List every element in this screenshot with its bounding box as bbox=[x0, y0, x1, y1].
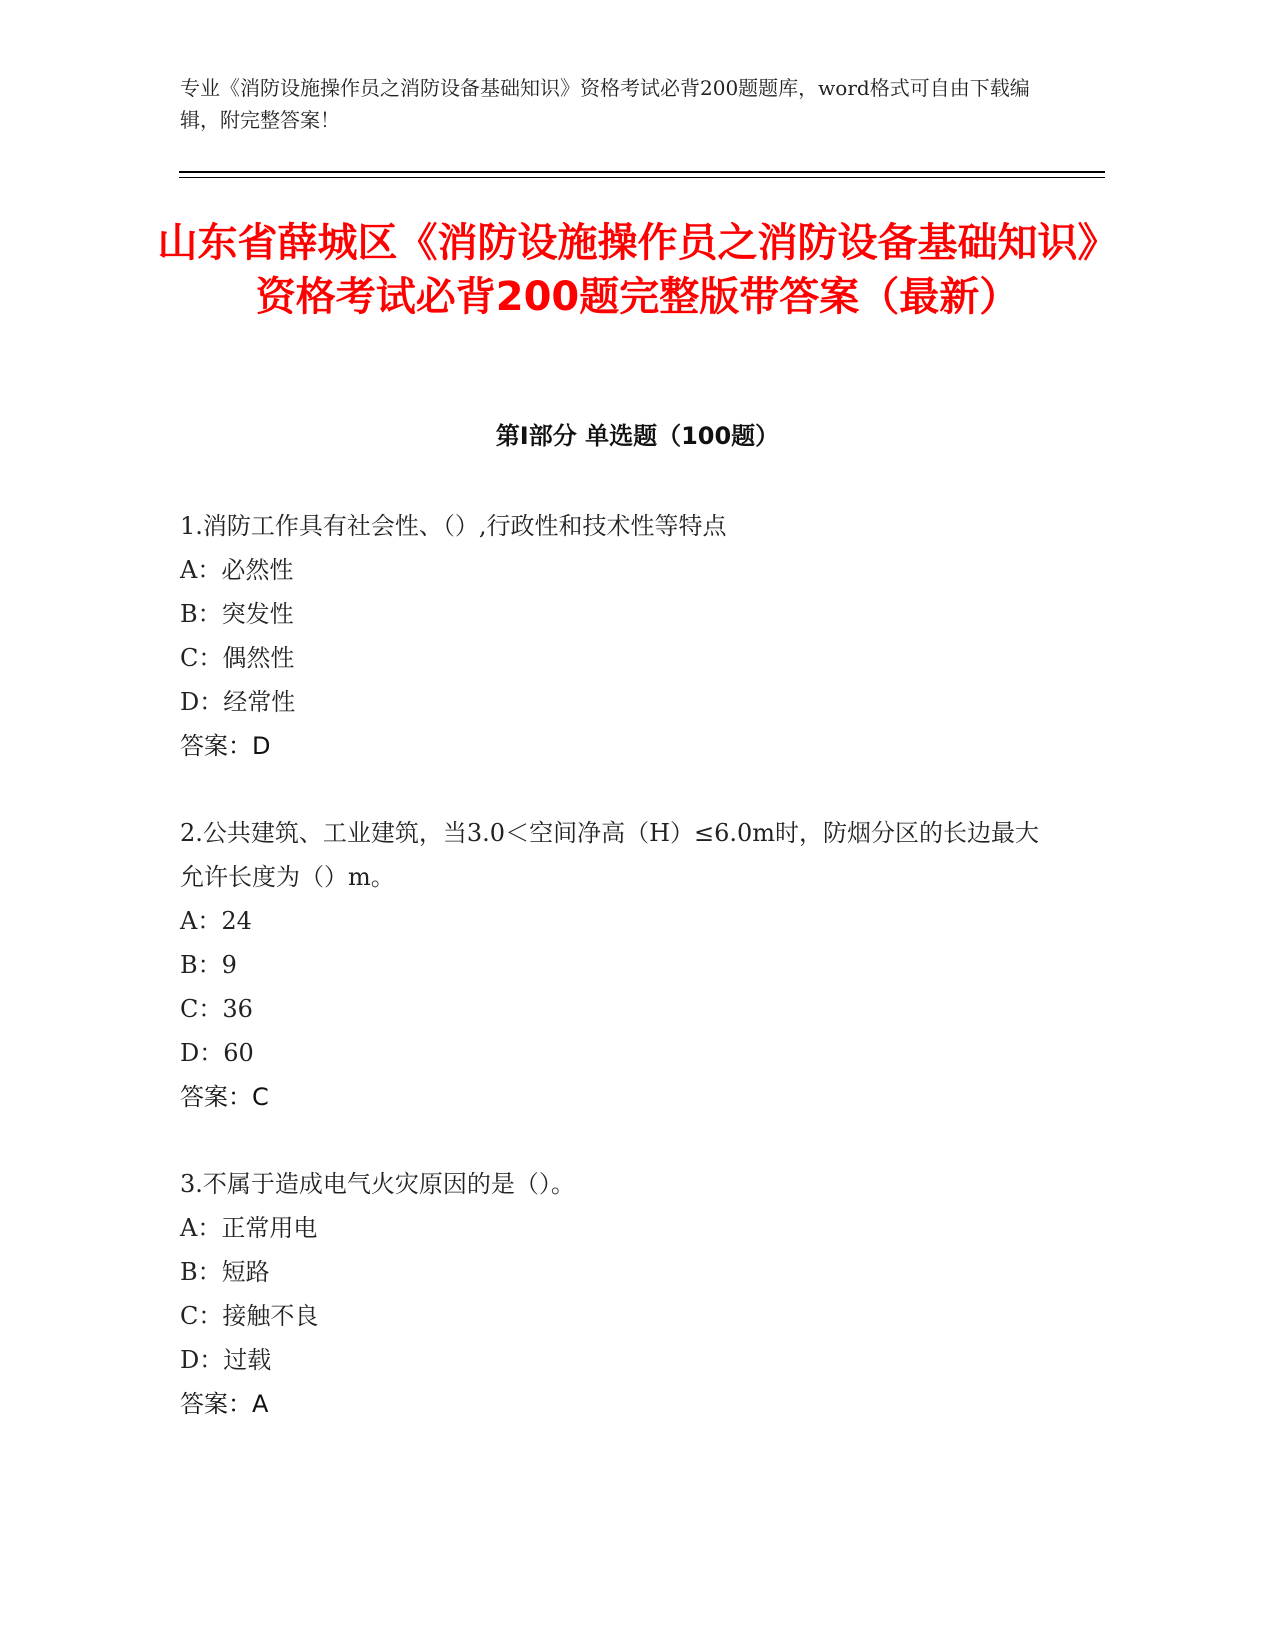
option-a: A：必然性 bbox=[180, 556, 294, 584]
option-d: D：过载 bbox=[180, 1346, 272, 1374]
answer: 答案：D bbox=[180, 732, 271, 760]
question-1 bbox=[180, 504, 1050, 768]
option-d: D：60 bbox=[180, 1039, 254, 1067]
question-text: 3.不属于造成电气火灾原因的是（）。 bbox=[180, 1170, 575, 1198]
option-c: C：36 bbox=[180, 995, 253, 1023]
header-rule-thick bbox=[179, 171, 1105, 173]
option-c: C：偶然性 bbox=[180, 644, 295, 672]
question-text: 1.消防工作具有社会性、（）,行政性和技术性等特点 bbox=[180, 512, 727, 540]
section-heading: 第I部分 单选题（100题） bbox=[495, 422, 780, 450]
question-text: 2.公共建筑、工业建筑，当3.0＜空间净高（H）≤6.0m时，防烟分区的长边最大允许长度为（）m。 bbox=[180, 819, 1040, 891]
answer: 答案：C bbox=[180, 1083, 269, 1111]
option-b: B：突发性 bbox=[180, 600, 294, 628]
option-b: B：短路 bbox=[180, 1258, 270, 1286]
question-3 bbox=[180, 1162, 1050, 1426]
question-list bbox=[180, 504, 1050, 1469]
question-2 bbox=[180, 811, 1050, 1119]
document-title: 山东省薛城区《消防设施操作员之消防设备基础知识》资格考试必背200题完整版带答案（最新） bbox=[157, 220, 1118, 320]
option-d: D：经常性 bbox=[180, 688, 296, 716]
option-b: B：9 bbox=[180, 951, 237, 979]
header-rule-thin bbox=[179, 177, 1105, 178]
option-a: A：24 bbox=[180, 907, 252, 935]
answer: 答案：A bbox=[180, 1390, 269, 1418]
header-note: 专业《消防设施操作员之消防设备基础知识》资格考试必背200题题库，word格式可自由下载编辑，附完整答案！ bbox=[180, 76, 1030, 132]
option-c: C：接触不良 bbox=[180, 1302, 319, 1330]
option-a: A：正常用电 bbox=[180, 1214, 318, 1242]
